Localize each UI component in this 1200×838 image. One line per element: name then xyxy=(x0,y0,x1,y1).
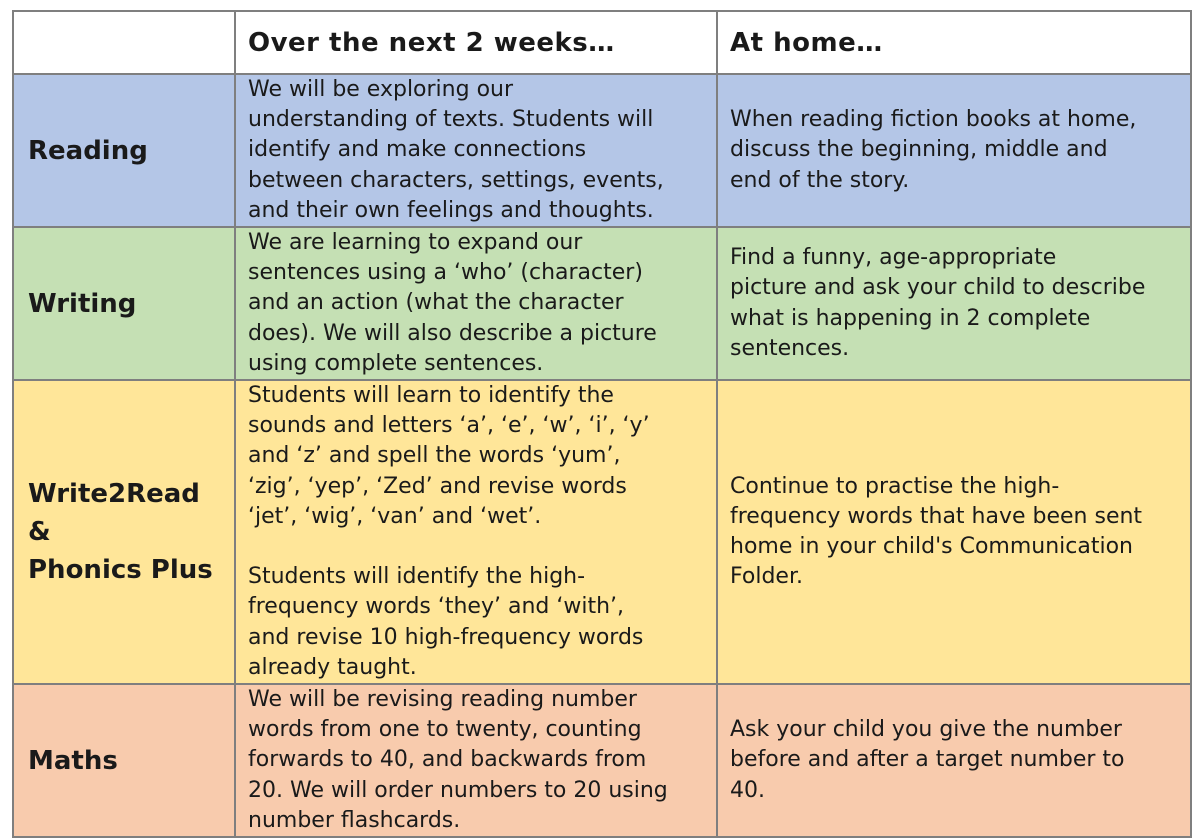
at-home-writing: Find a funny, age-appropriate picture and ask your child to describe what is happening in 2 complete sentences. xyxy=(717,227,1191,380)
next-two-weeks-reading: We will be exploring our understanding of texts. Students will identify and make connections between characters, settings, events, and their own feelings and thoughts. xyxy=(235,74,717,227)
at-home-reading: When reading fiction books at home, discuss the beginning, middle and end of the story. xyxy=(717,74,1191,227)
subject-label-reading: Reading xyxy=(13,74,235,227)
table-row-phonics xyxy=(13,380,1191,684)
next-two-weeks-phonics: Students will learn to identify the sounds and letters ‘a’, ‘e’, ‘w’, ‘i’, ‘y’ and ‘z’ and spell the words ‘yum’, ‘zig’, ‘yep’, ‘Zed’ and revise words ‘jet’, ‘wig’, ‘van’ and ‘wet’. Students will identify the high- frequency words ‘they’ and ‘with’, and revise 10 high-frequency words already taught. xyxy=(235,380,717,684)
table-row-writing xyxy=(13,227,1191,380)
table-row-maths xyxy=(13,684,1191,837)
subject-label-writing: Writing xyxy=(13,227,235,380)
table-row-reading xyxy=(13,74,1191,227)
next-two-weeks-writing: We are learning to expand our sentences using a ‘who’ (character) and an action (what the character does). We will also describe a picture using complete sentences. xyxy=(235,227,717,380)
header-at-home: At home… xyxy=(717,11,1191,74)
header-cell-empty xyxy=(13,11,235,74)
subject-label-maths: Maths xyxy=(13,684,235,837)
header-row xyxy=(13,11,1191,74)
at-home-maths: Ask your child you give the number before and after a target number to 40. xyxy=(717,684,1191,837)
at-home-phonics: Continue to practise the high- frequency words that have been sent home in your child's Communication Folder. xyxy=(717,380,1191,684)
header-next-two-weeks: Over the next 2 weeks… xyxy=(235,11,717,74)
weekly-plan-table xyxy=(12,10,1192,838)
next-two-weeks-maths: We will be revising reading number words from one to twenty, counting forwards to 40, and backwards from 20. We will order numbers to 20 using number flashcards. xyxy=(235,684,717,837)
subject-label-phonics: Write2Read & Phonics Plus xyxy=(13,380,235,684)
